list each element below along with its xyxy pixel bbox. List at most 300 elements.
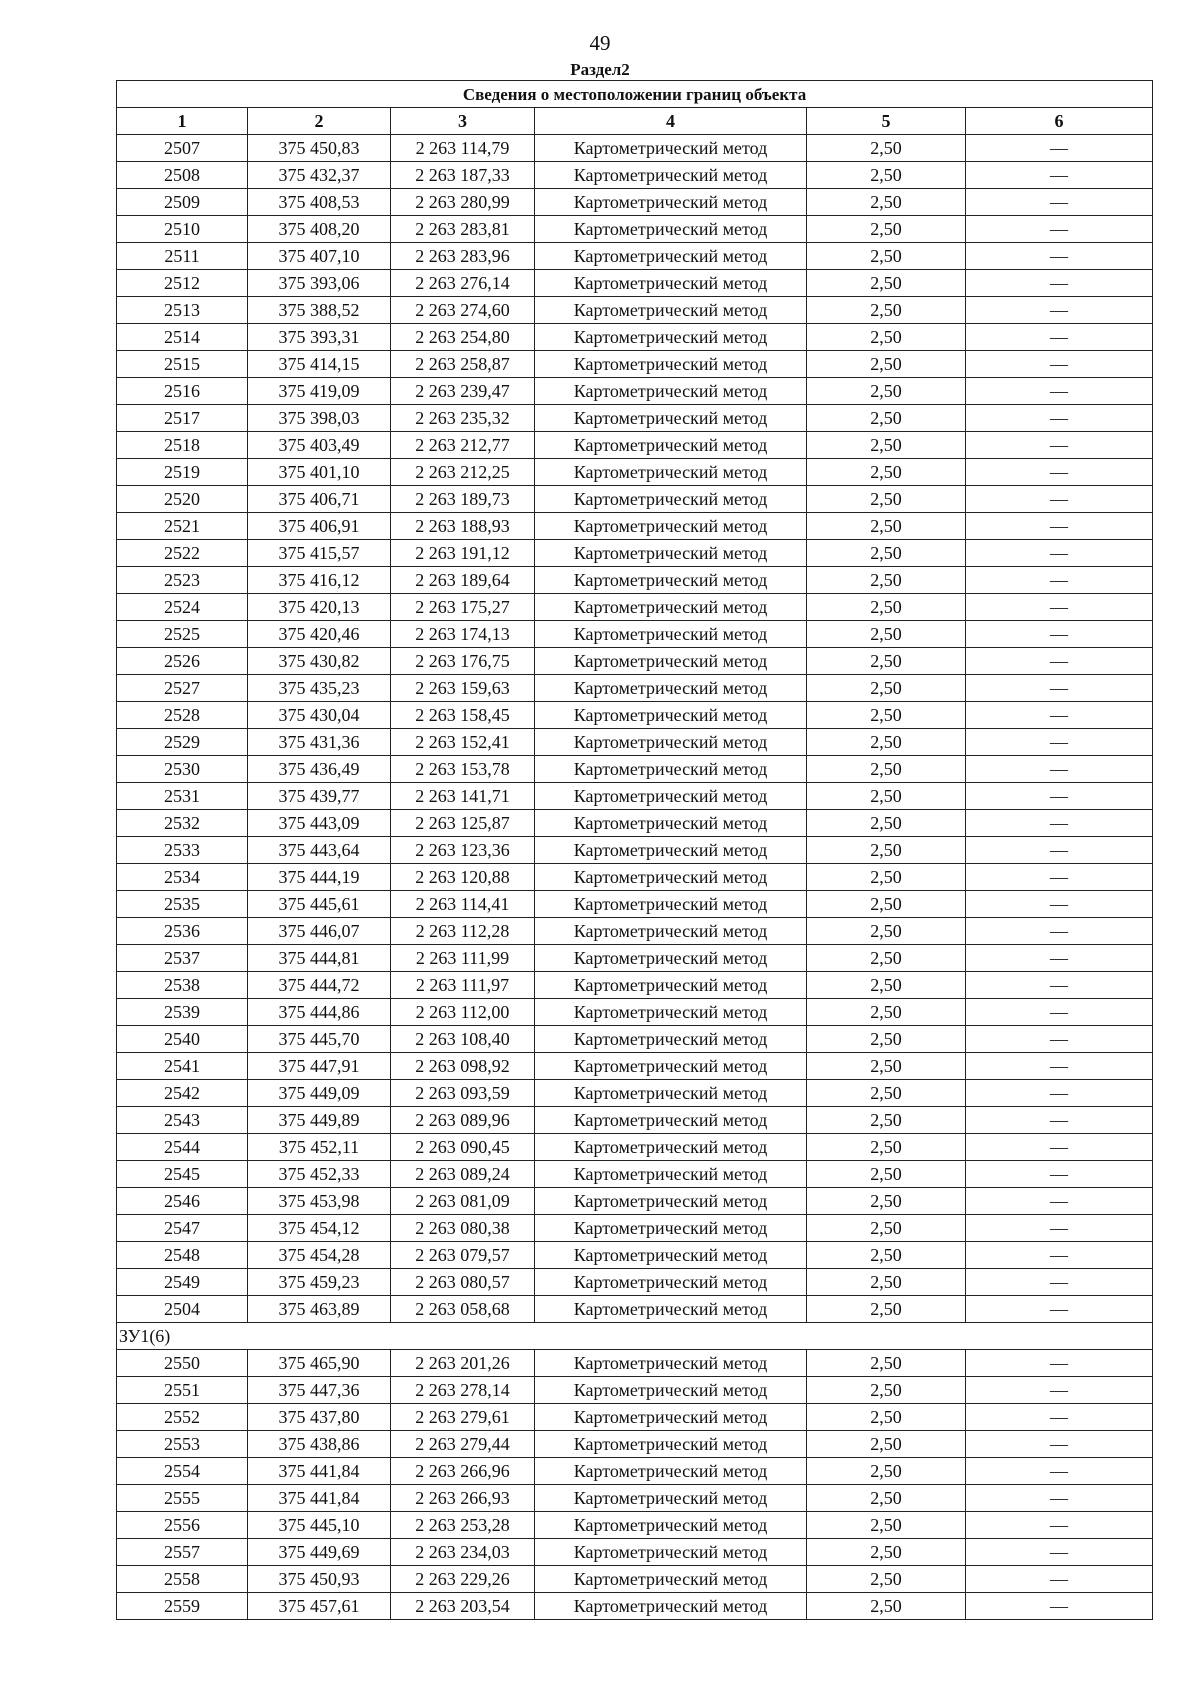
x-coordinate-cell: 375 436,49 (248, 756, 391, 783)
method-cell: Картометрический метод (535, 918, 807, 945)
point-number-cell: 2530 (117, 756, 248, 783)
y-coordinate-cell: 2 263 112,28 (391, 918, 535, 945)
point-number-cell: 2533 (117, 837, 248, 864)
method-cell: Картометрический метод (535, 837, 807, 864)
method-cell: Картометрический метод (535, 1053, 807, 1080)
accuracy-cell: 2,50 (807, 1242, 966, 1269)
column-header: 1 (117, 108, 248, 135)
y-coordinate-cell: 2 263 266,96 (391, 1458, 535, 1485)
y-coordinate-cell: 2 263 283,81 (391, 216, 535, 243)
table-row (117, 756, 1153, 783)
accuracy-cell: 2,50 (807, 756, 966, 783)
accuracy-cell: 2,50 (807, 1026, 966, 1053)
accuracy-cell: 2,50 (807, 162, 966, 189)
point-number-cell: 2552 (117, 1404, 248, 1431)
x-coordinate-cell: 375 452,11 (248, 1134, 391, 1161)
x-coordinate-cell: 375 415,57 (248, 540, 391, 567)
x-coordinate-cell: 375 449,69 (248, 1539, 391, 1566)
method-cell: Картометрический метод (535, 567, 807, 594)
table-row (117, 1134, 1153, 1161)
y-coordinate-cell: 2 263 120,88 (391, 864, 535, 891)
description-cell: — (966, 1161, 1153, 1188)
point-number-cell: 2537 (117, 945, 248, 972)
accuracy-cell: 2,50 (807, 621, 966, 648)
description-cell: — (966, 405, 1153, 432)
x-coordinate-cell: 375 454,28 (248, 1242, 391, 1269)
method-cell: Картометрический метод (535, 405, 807, 432)
x-coordinate-cell: 375 398,03 (248, 405, 391, 432)
y-coordinate-cell: 2 263 239,47 (391, 378, 535, 405)
point-number-cell: 2525 (117, 621, 248, 648)
y-coordinate-cell: 2 263 266,93 (391, 1485, 535, 1512)
point-number-cell: 2529 (117, 729, 248, 756)
table-row (117, 1026, 1153, 1053)
table-body (117, 135, 1153, 1620)
point-number-cell: 2509 (117, 189, 248, 216)
accuracy-cell: 2,50 (807, 675, 966, 702)
method-cell: Картометрический метод (535, 351, 807, 378)
description-cell: — (966, 1188, 1153, 1215)
y-coordinate-cell: 2 263 229,26 (391, 1566, 535, 1593)
table-row (117, 1458, 1153, 1485)
method-cell: Картометрический метод (535, 1080, 807, 1107)
accuracy-cell: 2,50 (807, 594, 966, 621)
y-coordinate-cell: 2 263 152,41 (391, 729, 535, 756)
x-coordinate-cell: 375 441,84 (248, 1458, 391, 1485)
y-coordinate-cell: 2 263 191,12 (391, 540, 535, 567)
accuracy-cell: 2,50 (807, 351, 966, 378)
method-cell: Картометрический метод (535, 729, 807, 756)
point-number-cell: 2559 (117, 1593, 248, 1620)
x-coordinate-cell: 375 444,81 (248, 945, 391, 972)
accuracy-cell: 2,50 (807, 783, 966, 810)
description-cell: — (966, 351, 1153, 378)
point-number-cell: 2543 (117, 1107, 248, 1134)
method-cell: Картометрический метод (535, 270, 807, 297)
y-coordinate-cell: 2 263 234,03 (391, 1539, 535, 1566)
point-number-cell: 2539 (117, 999, 248, 1026)
description-cell: — (966, 972, 1153, 999)
description-cell: — (966, 756, 1153, 783)
point-number-cell: 2538 (117, 972, 248, 999)
x-coordinate-cell: 375 406,91 (248, 513, 391, 540)
method-cell: Картометрический метод (535, 486, 807, 513)
method-cell: Картометрический метод (535, 1485, 807, 1512)
method-cell: Картометрический метод (535, 1566, 807, 1593)
point-number-cell: 2554 (117, 1458, 248, 1485)
accuracy-cell: 2,50 (807, 1593, 966, 1620)
method-cell: Картометрический метод (535, 1269, 807, 1296)
description-cell: — (966, 162, 1153, 189)
y-coordinate-cell: 2 263 114,41 (391, 891, 535, 918)
table-row (117, 1188, 1153, 1215)
x-coordinate-cell: 375 445,61 (248, 891, 391, 918)
description-cell: — (966, 459, 1153, 486)
x-coordinate-cell: 375 441,84 (248, 1485, 391, 1512)
point-number-cell: 2532 (117, 810, 248, 837)
x-coordinate-cell: 375 430,04 (248, 702, 391, 729)
description-cell: — (966, 864, 1153, 891)
point-number-cell: 2510 (117, 216, 248, 243)
description-cell: — (966, 837, 1153, 864)
column-header: 3 (391, 108, 535, 135)
description-cell: — (966, 1539, 1153, 1566)
table-row (117, 729, 1153, 756)
method-cell: Картометрический метод (535, 756, 807, 783)
point-number-cell: 2547 (117, 1215, 248, 1242)
y-coordinate-cell: 2 263 258,87 (391, 351, 535, 378)
table-row (117, 1485, 1153, 1512)
accuracy-cell: 2,50 (807, 513, 966, 540)
table-row (117, 1377, 1153, 1404)
accuracy-cell: 2,50 (807, 918, 966, 945)
x-coordinate-cell: 375 437,80 (248, 1404, 391, 1431)
table-row (117, 324, 1153, 351)
method-cell: Картометрический метод (535, 1377, 807, 1404)
y-coordinate-cell: 2 263 081,09 (391, 1188, 535, 1215)
description-cell: — (966, 783, 1153, 810)
accuracy-cell: 2,50 (807, 1512, 966, 1539)
table-caption: Сведения о местоположении границ объекта (117, 81, 1153, 108)
accuracy-cell: 2,50 (807, 405, 966, 432)
method-cell: Картометрический метод (535, 1431, 807, 1458)
page-number: 49 (589, 31, 611, 55)
x-coordinate-cell: 375 457,61 (248, 1593, 391, 1620)
method-cell: Картометрический метод (535, 216, 807, 243)
description-cell: — (966, 189, 1153, 216)
x-coordinate-cell: 375 449,89 (248, 1107, 391, 1134)
x-coordinate-cell: 375 401,10 (248, 459, 391, 486)
point-number-cell: 2520 (117, 486, 248, 513)
table-row (117, 999, 1153, 1026)
accuracy-cell: 2,50 (807, 486, 966, 513)
y-coordinate-cell: 2 263 201,26 (391, 1350, 535, 1377)
accuracy-cell: 2,50 (807, 432, 966, 459)
accuracy-cell: 2,50 (807, 216, 966, 243)
table-row (117, 621, 1153, 648)
accuracy-cell: 2,50 (807, 729, 966, 756)
column-header: 4 (535, 108, 807, 135)
accuracy-cell: 2,50 (807, 702, 966, 729)
accuracy-cell: 2,50 (807, 1296, 966, 1323)
point-number-cell: 2524 (117, 594, 248, 621)
y-coordinate-cell: 2 263 176,75 (391, 648, 535, 675)
method-cell: Картометрический метод (535, 1539, 807, 1566)
description-cell: — (966, 1350, 1153, 1377)
method-cell: Картометрический метод (535, 648, 807, 675)
x-coordinate-cell: 375 450,83 (248, 135, 391, 162)
method-cell: Картометрический метод (535, 810, 807, 837)
accuracy-cell: 2,50 (807, 135, 966, 162)
table-row (117, 810, 1153, 837)
y-coordinate-cell: 2 263 189,64 (391, 567, 535, 594)
method-cell: Картометрический метод (535, 1350, 807, 1377)
table-row (117, 1161, 1153, 1188)
y-coordinate-cell: 2 263 278,14 (391, 1377, 535, 1404)
x-coordinate-cell: 375 388,52 (248, 297, 391, 324)
method-cell: Картометрический метод (535, 1134, 807, 1161)
table-row (117, 837, 1153, 864)
table-row (117, 567, 1153, 594)
point-number-cell: 2517 (117, 405, 248, 432)
y-coordinate-cell: 2 263 175,27 (391, 594, 535, 621)
description-cell: — (966, 1242, 1153, 1269)
table-row (117, 540, 1153, 567)
point-number-cell: 2507 (117, 135, 248, 162)
description-cell: — (966, 1485, 1153, 1512)
table-row (117, 1350, 1153, 1377)
description-cell: — (966, 729, 1153, 756)
method-cell: Картометрический метод (535, 1458, 807, 1485)
y-coordinate-cell: 2 263 254,80 (391, 324, 535, 351)
y-coordinate-cell: 2 263 212,77 (391, 432, 535, 459)
description-cell: — (966, 135, 1153, 162)
accuracy-cell: 2,50 (807, 1080, 966, 1107)
x-coordinate-cell: 375 420,13 (248, 594, 391, 621)
accuracy-cell: 2,50 (807, 297, 966, 324)
y-coordinate-cell: 2 263 174,13 (391, 621, 535, 648)
description-cell: — (966, 594, 1153, 621)
x-coordinate-cell: 375 438,86 (248, 1431, 391, 1458)
table-row (117, 162, 1153, 189)
y-coordinate-cell: 2 263 203,54 (391, 1593, 535, 1620)
point-number-cell: 2542 (117, 1080, 248, 1107)
x-coordinate-cell: 375 447,91 (248, 1053, 391, 1080)
point-number-cell: 2536 (117, 918, 248, 945)
point-number-cell: 2528 (117, 702, 248, 729)
description-cell: — (966, 810, 1153, 837)
accuracy-cell: 2,50 (807, 810, 966, 837)
method-cell: Картометрический метод (535, 1512, 807, 1539)
x-coordinate-cell: 375 445,10 (248, 1512, 391, 1539)
description-cell: — (966, 513, 1153, 540)
column-header: 2 (248, 108, 391, 135)
point-number-cell: 2519 (117, 459, 248, 486)
method-cell: Картометрический метод (535, 540, 807, 567)
point-number-cell: 2522 (117, 540, 248, 567)
description-cell: — (966, 621, 1153, 648)
description-cell: — (966, 486, 1153, 513)
method-cell: Картометрический метод (535, 1242, 807, 1269)
description-cell: — (966, 432, 1153, 459)
method-cell: Картометрический метод (535, 135, 807, 162)
x-coordinate-cell: 375 444,86 (248, 999, 391, 1026)
x-coordinate-cell: 375 465,90 (248, 1350, 391, 1377)
y-coordinate-cell: 2 263 153,78 (391, 756, 535, 783)
description-cell: — (966, 891, 1153, 918)
x-coordinate-cell: 375 447,36 (248, 1377, 391, 1404)
x-coordinate-cell: 375 414,15 (248, 351, 391, 378)
method-cell: Картометрический метод (535, 1296, 807, 1323)
point-number-cell: 2540 (117, 1026, 248, 1053)
point-number-cell: 2534 (117, 864, 248, 891)
accuracy-cell: 2,50 (807, 1350, 966, 1377)
accuracy-cell: 2,50 (807, 1404, 966, 1431)
accuracy-cell: 2,50 (807, 1431, 966, 1458)
method-cell: Картометрический метод (535, 999, 807, 1026)
table-row (117, 243, 1153, 270)
point-number-cell: 2515 (117, 351, 248, 378)
table-row (117, 1269, 1153, 1296)
y-coordinate-cell: 2 263 141,71 (391, 783, 535, 810)
point-number-cell: 2531 (117, 783, 248, 810)
description-cell: — (966, 216, 1153, 243)
section-title: Раздел2 (570, 60, 630, 79)
description-cell: — (966, 1566, 1153, 1593)
point-number-cell: 2548 (117, 1242, 248, 1269)
method-cell: Картометрический метод (535, 1107, 807, 1134)
y-coordinate-cell: 2 263 274,60 (391, 297, 535, 324)
y-coordinate-cell: 2 263 283,96 (391, 243, 535, 270)
x-coordinate-cell: 375 443,64 (248, 837, 391, 864)
accuracy-cell: 2,50 (807, 243, 966, 270)
accuracy-cell: 2,50 (807, 459, 966, 486)
point-number-cell: 2556 (117, 1512, 248, 1539)
point-number-cell: 2526 (117, 648, 248, 675)
description-cell: — (966, 243, 1153, 270)
y-coordinate-cell: 2 263 079,57 (391, 1242, 535, 1269)
method-cell: Картометрический метод (535, 1188, 807, 1215)
point-number-cell: 2512 (117, 270, 248, 297)
method-cell: Картометрический метод (535, 1404, 807, 1431)
point-number-cell: 2541 (117, 1053, 248, 1080)
y-coordinate-cell: 2 263 187,33 (391, 162, 535, 189)
table-row (117, 459, 1153, 486)
table-row (117, 1512, 1153, 1539)
description-cell: — (966, 1593, 1153, 1620)
table-row (117, 675, 1153, 702)
x-coordinate-cell: 375 459,23 (248, 1269, 391, 1296)
description-cell: — (966, 675, 1153, 702)
accuracy-cell: 2,50 (807, 1134, 966, 1161)
method-cell: Картометрический метод (535, 1026, 807, 1053)
accuracy-cell: 2,50 (807, 864, 966, 891)
accuracy-cell: 2,50 (807, 378, 966, 405)
accuracy-cell: 2,50 (807, 567, 966, 594)
x-coordinate-cell: 375 449,09 (248, 1080, 391, 1107)
method-cell: Картометрический метод (535, 675, 807, 702)
description-cell: — (966, 1296, 1153, 1323)
table-row (117, 648, 1153, 675)
accuracy-cell: 2,50 (807, 945, 966, 972)
method-cell: Картометрический метод (535, 189, 807, 216)
method-cell: Картометрический метод (535, 324, 807, 351)
method-cell: Картометрический метод (535, 459, 807, 486)
x-coordinate-cell: 375 393,31 (248, 324, 391, 351)
y-coordinate-cell: 2 263 158,45 (391, 702, 535, 729)
description-cell: — (966, 999, 1153, 1026)
point-number-cell: 2521 (117, 513, 248, 540)
x-coordinate-cell: 375 452,33 (248, 1161, 391, 1188)
y-coordinate-cell: 2 263 189,73 (391, 486, 535, 513)
table-row (117, 1053, 1153, 1080)
description-cell: — (966, 1053, 1153, 1080)
accuracy-cell: 2,50 (807, 1566, 966, 1593)
point-number-cell: 2514 (117, 324, 248, 351)
y-coordinate-cell: 2 263 280,99 (391, 189, 535, 216)
point-number-cell: 2545 (117, 1161, 248, 1188)
description-cell: — (966, 297, 1153, 324)
accuracy-cell: 2,50 (807, 1269, 966, 1296)
point-number-cell: 2549 (117, 1269, 248, 1296)
method-cell: Картометрический метод (535, 1593, 807, 1620)
accuracy-cell: 2,50 (807, 1161, 966, 1188)
table-row (117, 1107, 1153, 1134)
description-cell: — (966, 1377, 1153, 1404)
y-coordinate-cell: 2 263 114,79 (391, 135, 535, 162)
accuracy-cell: 2,50 (807, 1188, 966, 1215)
point-number-cell: 2511 (117, 243, 248, 270)
description-cell: — (966, 945, 1153, 972)
accuracy-cell: 2,50 (807, 1215, 966, 1242)
table-row (117, 1431, 1153, 1458)
method-cell: Картометрический метод (535, 972, 807, 999)
accuracy-cell: 2,50 (807, 1107, 966, 1134)
description-cell: — (966, 702, 1153, 729)
column-header: 5 (807, 108, 966, 135)
point-number-cell: 2523 (117, 567, 248, 594)
x-coordinate-cell: 375 444,72 (248, 972, 391, 999)
accuracy-cell: 2,50 (807, 972, 966, 999)
method-cell: Картометрический метод (535, 783, 807, 810)
accuracy-cell: 2,50 (807, 270, 966, 297)
table-row (117, 891, 1153, 918)
description-cell: — (966, 1404, 1153, 1431)
table-row (117, 1242, 1153, 1269)
y-coordinate-cell: 2 263 253,28 (391, 1512, 535, 1539)
table-row (117, 1080, 1153, 1107)
description-cell: — (966, 378, 1153, 405)
x-coordinate-cell: 375 430,82 (248, 648, 391, 675)
y-coordinate-cell: 2 263 112,00 (391, 999, 535, 1026)
point-number-cell: 2558 (117, 1566, 248, 1593)
description-cell: — (966, 1458, 1153, 1485)
method-cell: Картометрический метод (535, 378, 807, 405)
point-number-cell: 2544 (117, 1134, 248, 1161)
point-number-cell: 2535 (117, 891, 248, 918)
x-coordinate-cell: 375 403,49 (248, 432, 391, 459)
x-coordinate-cell: 375 431,36 (248, 729, 391, 756)
y-coordinate-cell: 2 263 125,87 (391, 810, 535, 837)
point-number-cell: 2518 (117, 432, 248, 459)
y-coordinate-cell: 2 263 188,93 (391, 513, 535, 540)
description-cell: — (966, 1107, 1153, 1134)
accuracy-cell: 2,50 (807, 1539, 966, 1566)
y-coordinate-cell: 2 263 108,40 (391, 1026, 535, 1053)
y-coordinate-cell: 2 263 093,59 (391, 1080, 535, 1107)
y-coordinate-cell: 2 263 090,45 (391, 1134, 535, 1161)
point-number-cell: 2551 (117, 1377, 248, 1404)
x-coordinate-cell: 375 416,12 (248, 567, 391, 594)
description-cell: — (966, 324, 1153, 351)
x-coordinate-cell: 375 463,89 (248, 1296, 391, 1323)
table-row (117, 1296, 1153, 1323)
table-row (117, 1593, 1153, 1620)
accuracy-cell: 2,50 (807, 891, 966, 918)
point-number-cell: 2513 (117, 297, 248, 324)
description-cell: — (966, 1080, 1153, 1107)
x-coordinate-cell: 375 445,70 (248, 1026, 391, 1053)
table-row (117, 378, 1153, 405)
description-cell: — (966, 1026, 1153, 1053)
table-row (117, 297, 1153, 324)
accuracy-cell: 2,50 (807, 1377, 966, 1404)
method-cell: Картометрический метод (535, 432, 807, 459)
table-row (117, 918, 1153, 945)
x-coordinate-cell: 375 419,09 (248, 378, 391, 405)
y-coordinate-cell: 2 263 111,99 (391, 945, 535, 972)
y-coordinate-cell: 2 263 212,25 (391, 459, 535, 486)
